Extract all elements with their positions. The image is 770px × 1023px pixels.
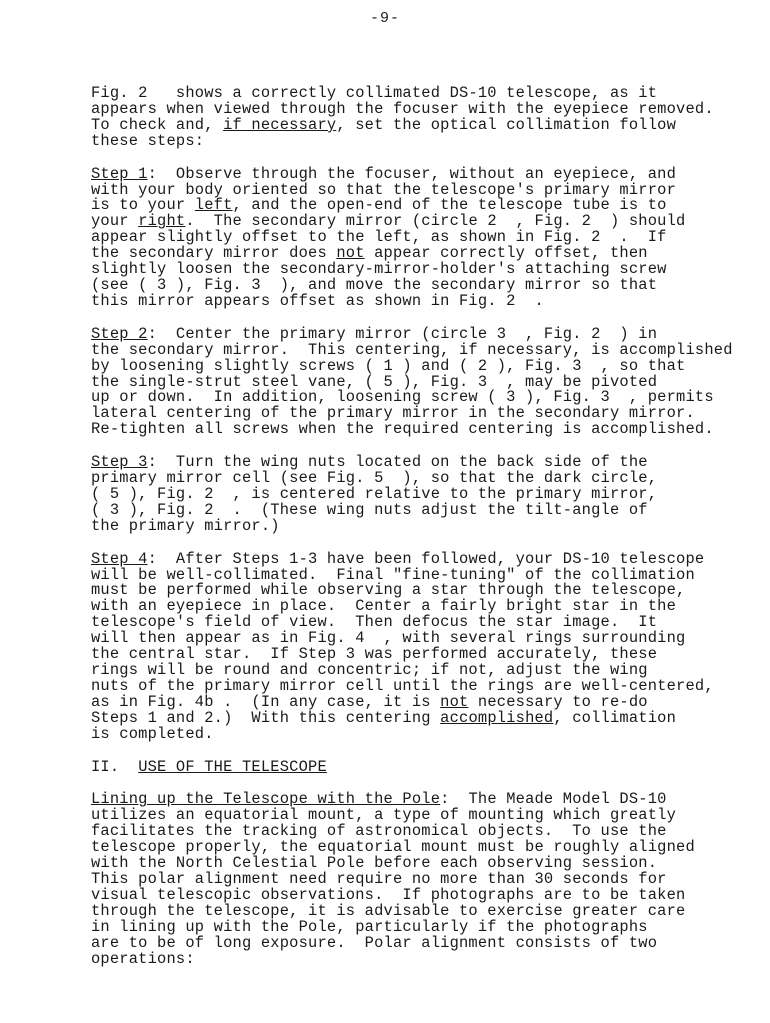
text-line: this mirror appears offset as shown in Fig. 2 . [91,291,544,310]
text-line: must be performed while observing a star through the telescope, [91,581,686,600]
polar-alignment-paragraph [91,792,751,967]
step-1-paragraph [91,164,751,310]
text-line: (see ( 3 ), Fig. 3 ), and move the secondary mirror so that [91,275,658,294]
text-line: the central star. If Step 3 was performed accurately, these [91,645,658,664]
text-line: with your body oriented so that the telescope's primary mirror [91,180,677,199]
text-line: through the telescope, it is advisable to exercise greater care [91,901,686,920]
text-line: will be well-collimated. Final "fine-tuning" of the collimation [91,565,695,584]
text-line: Lining up the Telescope with the Pole: The Meade Model DS-10 [91,790,667,809]
text-line: up or down. In addition, loosening screw ( 3 ), Fig. 3 , permits [91,388,714,407]
text-line: your right. The secondary mirror (circle 2 , Fig. 2 ) should [91,212,686,231]
text-line: Fig. 2 shows a correctly collimated DS-10 telescope, as it [91,84,658,102]
section-heading: II. USE OF THE TELESCOPE [91,757,327,776]
step-2-paragraph [91,324,751,439]
text-line: To check and, if necessary, set the optical collimation follow [91,115,677,134]
text-line: the single-strut steel vane, ( 5 ), Fig. 3 , may be pivoted [91,372,658,391]
text-line: is completed. [91,724,214,743]
text-line: with an eyepiece in place. Center a fairly bright star in the [91,597,677,616]
text-line: telescope's field of view. Then defocus the star image. It [91,613,658,632]
text-line: Step 2: Center the primary mirror (circle 3 , Fig. 2 ) in [91,324,658,343]
text-line: nuts of the primary mirror cell until the rings are well-centered, [91,676,714,695]
step-3-paragraph [91,455,751,535]
text-line: the secondary mirror. This centering, if necessary, is accomplished [91,340,733,359]
text-line: the secondary mirror does not appear correctly offset, then [91,244,648,263]
text-line: ( 5 ), Fig. 2 , is centered relative to the primary mirror, [91,484,658,503]
text-line: slightly loosen the secondary-mirror-holder's attaching screw [91,260,667,279]
text-line: is to your left, and the open-end of the telescope tube is to [91,196,667,215]
text-line: are to be of long exposure. Polar alignment consists of two [91,933,658,952]
text-line: visual telescopic observations. If photographs are to be taken [91,885,686,904]
text-line: telescope properly, the equatorial mount must be roughly aligned [91,838,695,857]
text-line: primary mirror cell (see Fig. 5 ), so that the dark circle, [91,469,658,488]
text-line: appears when viewed through the focuser with the eyepiece removed. [91,99,714,118]
text-line: as in Fig. 4b . (In any case, it is not necessary to re-do [91,692,648,711]
intro-paragraph [91,86,751,150]
text-line: operations: [91,949,195,968]
text-line: facilitates the tracking of astronomical objects. To use the [91,822,667,841]
text-line: in lining up with the Pole, particularly if the photographs [91,917,648,936]
text-line: ( 3 ), Fig. 2 . (These wing nuts adjust the tilt-angle of [91,500,648,519]
text-line: lateral centering of the primary mirror in the secondary mirror. [91,404,695,423]
text-line: rings will be round and concentric; if not, adjust the wing [91,661,648,679]
text-line: the primary mirror.) [91,516,280,535]
text-line: Re-tighten all screws when the required centering is accomplished. [91,420,714,439]
text-line: Step 4: After Steps 1-3 have been followed, your DS-10 telescope [91,549,705,568]
text-line: Step 3: Turn the wing nuts located on the back side of the [91,453,648,472]
text-line: appear slightly offset to the left, as shown in Fig. 2 . If [91,228,667,247]
text-line: by loosening slightly screws ( 1 ) and ( 2 ), Fig. 3 , so that [91,356,686,375]
text-line: these steps: [91,131,205,150]
text-line: with the North Celestial Pole before each observing session. [91,854,658,873]
text-line: Steps 1 and 2.) With this centering accomplished, collimation [91,708,677,727]
step-4-paragraph [91,549,751,743]
text-line: This polar alignment need require no more than 30 seconds for [91,869,667,888]
page-number: -9- [369,10,400,27]
text-line: utilizes an equatorial mount, a type of mounting which greatly [91,806,677,825]
text-line: will then appear as in Fig. 4 , with several rings surrounding [91,629,686,648]
text-line: Step 1: Observe through the focuser, without an eyepiece, and [91,164,677,183]
document-body [91,86,751,984]
